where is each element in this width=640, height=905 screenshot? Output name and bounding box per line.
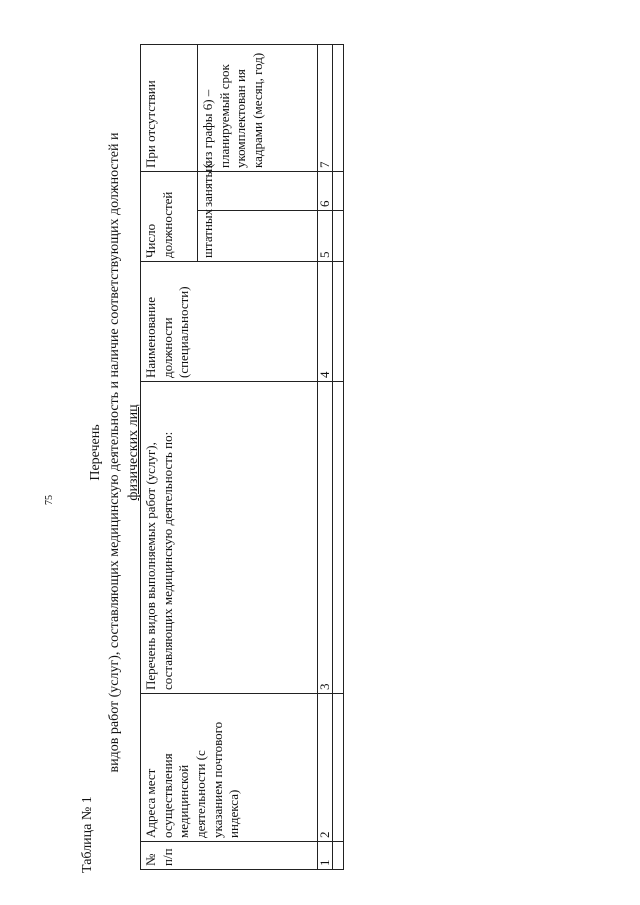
empty-cell (333, 211, 344, 262)
document-title: Перечень (88, 424, 103, 481)
table-empty-row (333, 44, 344, 869)
empty-cell (333, 382, 344, 694)
services-table (140, 44, 344, 870)
column-number-6: 6 (318, 171, 333, 210)
empty-cell (333, 262, 344, 382)
empty-cell (333, 44, 344, 171)
page-number: 75 (44, 495, 55, 505)
header-occupied: занятых (198, 171, 318, 210)
header-absence: При отсутствии (141, 44, 198, 171)
document-subtitle: видов работ (услуг), составляющих медицинскую деятельность и наличие соответствующих должностей и (107, 132, 122, 773)
header-staff: штатных (198, 211, 318, 262)
column-number-4: 4 (318, 262, 333, 382)
column-number-2: 2 (318, 694, 333, 842)
subtitle-end-text: физических лиц (126, 404, 141, 501)
column-number-3: 3 (318, 382, 333, 694)
column-number-5: 5 (318, 211, 333, 262)
table-header-row-1 (141, 44, 198, 869)
empty-cell (333, 171, 344, 210)
header-addresses: Адреса мест осуществления медицинской деятельности (с указанием почтового индекса) (141, 694, 318, 842)
header-row-number: № п/п (141, 842, 318, 870)
header-positions-count: Число должностей (141, 171, 198, 261)
header-services: Перечень видов выполняемых работ (услуг), составляющих медицинскую деятельность по: (141, 382, 318, 694)
empty-cell (333, 842, 344, 870)
table-number-row (318, 44, 333, 869)
header-planned-date: (из графы 6) – планируемый срок укомплектован ия кадрами (месяц, год) (198, 44, 318, 171)
header-position: Наименование должности (специальности) (141, 262, 318, 382)
column-number-1: 1 (318, 842, 333, 870)
empty-cell (333, 694, 344, 842)
table-number: Таблица № 1 (80, 796, 95, 873)
column-number-7: 7 (318, 44, 333, 171)
